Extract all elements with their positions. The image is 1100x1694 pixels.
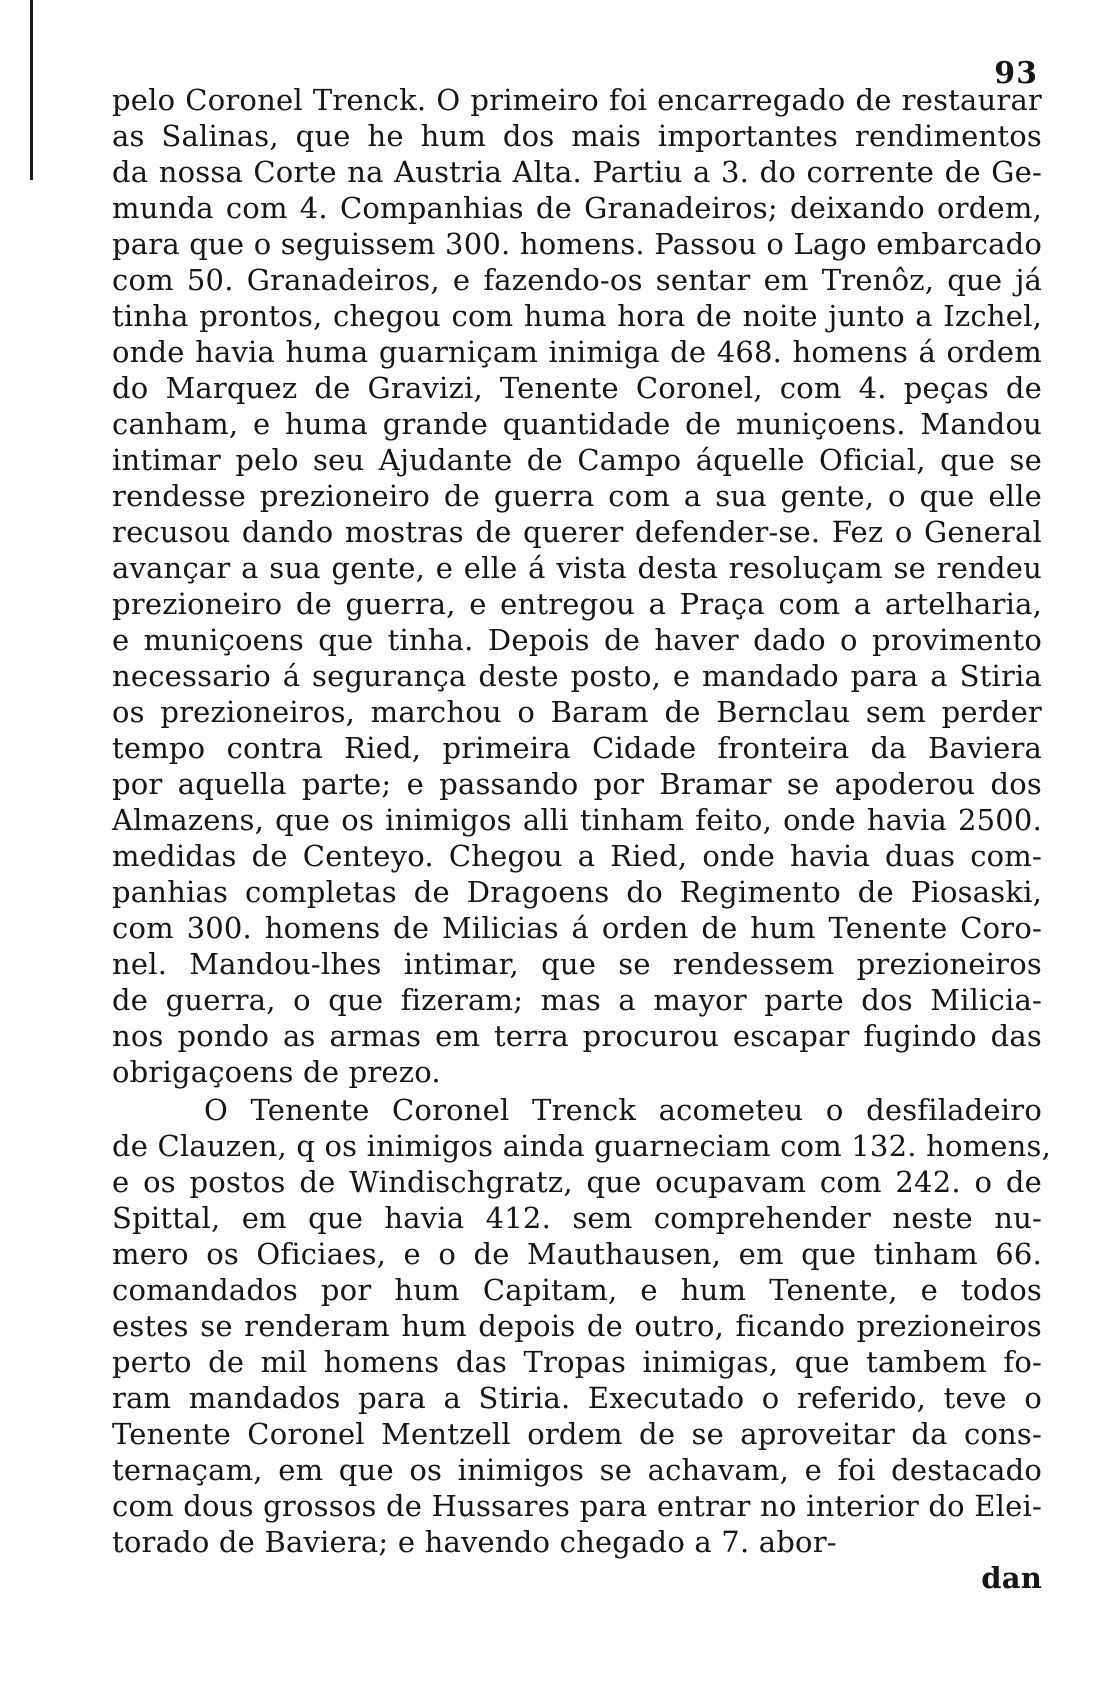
text-line: Tenente Coronel Mentzell ordem de se aproveitar da cons- [112,1417,1042,1451]
text-line: tinha prontos, chegou com huma hora de noite junto a Izchel, [112,299,1042,333]
text-line: da nossa Corte na Austria Alta. Partiu a 3. do corrente de Ge- [112,155,1042,189]
text-line: de guerra, o que fizeram; mas a mayor parte dos Milicia- [112,983,1042,1017]
margin-rule [30,0,33,180]
text-line: avançar a sua gente, e elle á vista desta resoluçam se rendeu [112,551,1042,585]
text-line: prezioneiro de guerra, e entregou a Praça com a artelharia, [112,587,1042,621]
text-line: nos pondo as armas em terra procurou escapar fugindo das [112,1019,1042,1053]
text-line: mero os Oficiaes, e o de Mauthausen, em que tinham 66. [112,1237,1042,1271]
text-line: do Marquez de Gravizi, Tenente Coronel, com 4. peças de [112,371,1042,405]
text-line: nel. Mandou-lhes intimar, que se rendessem prezioneiros [112,947,1042,981]
text-line: de Clauzen, q os inimigos ainda guarneciam com 132. homens, [112,1129,1052,1163]
text-line: por aquella parte; e passando por Bramar se apoderou dos [112,767,1042,801]
text-line: com 50. Granadeiros, e fazendo-os sentar em Trenôz, que já [112,263,1042,297]
text-line: rendesse prezioneiro de guerra com a sua gente, o que elle [112,479,1042,513]
text-line: canham, e huma grande quantidade de muniçoens. Mandou [112,407,1042,441]
paragraph [112,82,1042,1090]
text-line: estes se renderam hum depois de outro, ficando prezioneiros [112,1309,1042,1343]
text-line: perto de mil homens das Tropas inimigas, que tambem fo- [112,1345,1042,1379]
text-line: Spittal, em que havia 412. sem comprehender neste nu- [112,1201,1042,1235]
text-line: munda com 4. Companhias de Granadeiros; deixando ordem, [112,191,1042,225]
text-line: O Tenente Coronel Trenck acometeu o desfiladeiro [204,1093,1042,1127]
text-block [112,82,1052,1596]
text-line: para que o seguissem 300. homens. Passou o Lago embarcado [112,227,1042,261]
text-line: com 300. homens de Milicias á orden de hum Tenente Coro- [112,911,1042,945]
text-line: onde havia huma guarniçam inimiga de 468. homens á ordem [112,335,1042,369]
text-line: com dous grossos de Hussares para entrar no interior do Elei- [112,1489,1042,1523]
text-line: Almazens, que os inimigos alli tinham feito, onde havia 2500. [112,803,1042,837]
paragraph [112,1092,1052,1560]
text-line: comandados por hum Capitam, e hum Tenente, e todos [112,1273,1042,1307]
page-number: 93 [994,56,1038,91]
text-line: intimar pelo seu Ajudante de Campo áquelle Oficial, que se [112,443,1042,477]
text-line: ternaçam, em que os inimigos se achavam, e foi destacado [112,1453,1042,1487]
text-line: tempo contra Ried, primeira Cidade fronteira da Baviera [112,731,1042,765]
text-line: medidas de Centeyo. Chegou a Ried, onde havia duas com- [112,839,1042,873]
text-line: ram mandados para a Stiria. Executado o referido, teve o [112,1381,1042,1415]
text-line: panhias completas de Dragoens do Regimento de Piosaski, [112,875,1042,909]
text-line: necessario á segurança deste posto, e mandado para a Stiria [112,659,1042,693]
text-line: torado de Baviera; e havendo chegado a 7. abor- [112,1525,837,1559]
text-line: e muniçoens que tinha. Depois de haver dado o provimento [112,623,1042,657]
catchword: dan [981,1561,1042,1595]
text-line: e os postos de Windischgratz, que ocupavam com 242. o de [112,1165,1042,1199]
text-line: os prezioneiros, marchou o Baram de Bernclau sem perder [112,695,1042,729]
text-line: pelo Coronel Trenck. O primeiro foi encarregado de restaurar [112,83,1042,117]
text-line: recusou dando mostras de querer defender-se. Fez o General [112,515,1042,549]
text-line: obrigaçoens de prezo. [112,1055,441,1089]
text-line: as Salinas, que he hum dos mais importantes rendimentos [112,119,1042,153]
